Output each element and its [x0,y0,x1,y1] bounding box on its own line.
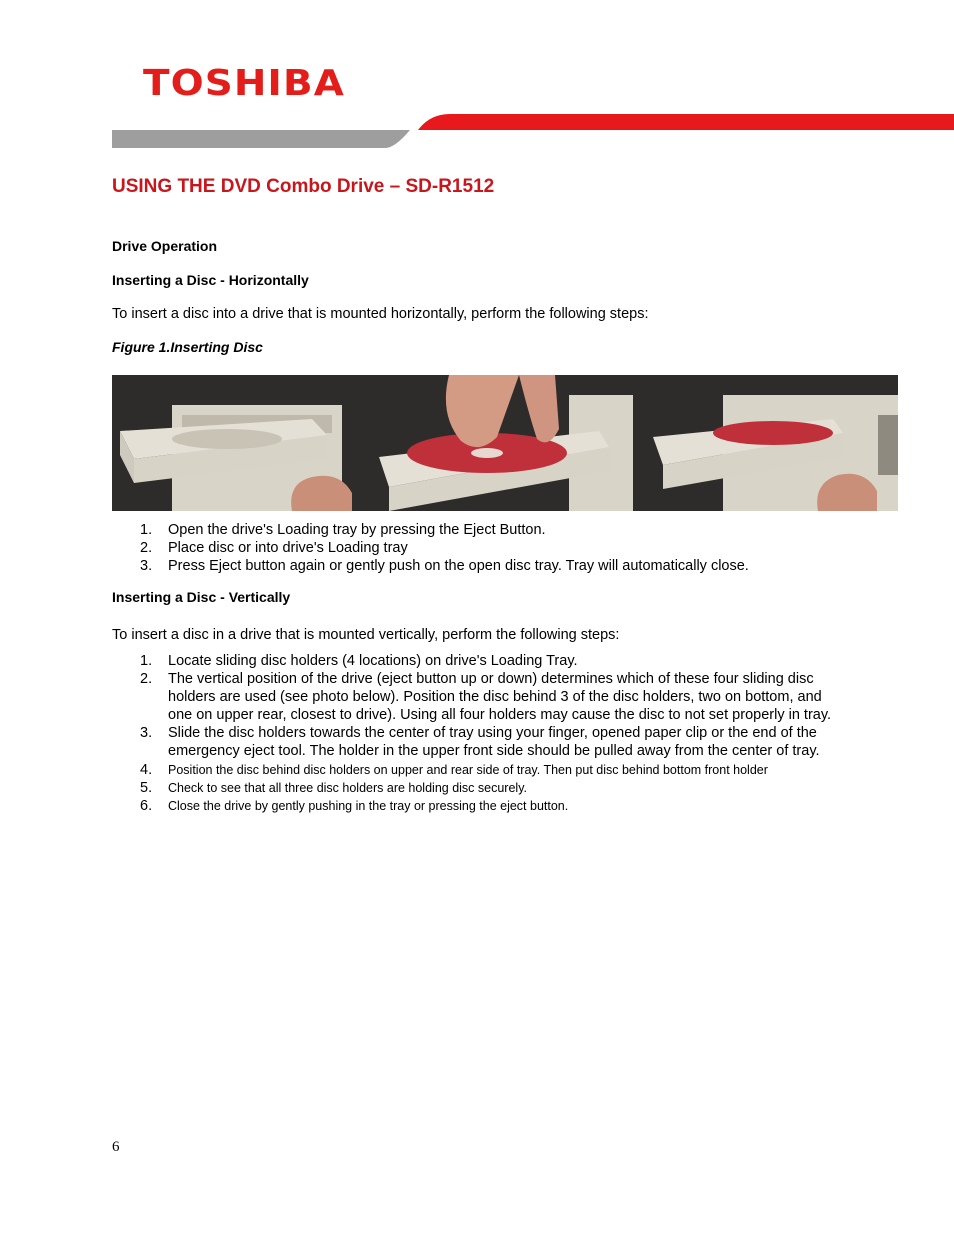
page-number: 6 [112,1139,120,1155]
list-item: 2. Place disc or into drive's Loading tray [140,540,408,556]
list-item: 5. Check to see that all three disc holders are holding disc securely. [140,780,527,796]
figure-caption: Figure 1.Inserting Disc [112,339,263,355]
figure-panel-open-tray [112,375,369,511]
toshiba-logo: TOSHIBA [143,63,345,104]
inserting-disc-figure [112,375,898,511]
list-item: 3. Slide the disc holders towards the center of tray using your finger, opened paper clip or the end of the emergency eject tool. The holder in the upper front side should be pulled away from the center of tray. [140,725,820,759]
page-title: USING THE DVD Combo Drive – SD-R1512 [112,176,495,197]
list-item: 2. The vertical position of the drive (eject button up or down) determines which of these four sliding disc holders are used (see photo below). Position the disc behind 3 of the disc holders, two on bottom, and one on upper rear, closest to drive). Using all four holders may cause the disc to not set properly in tray. [140,671,832,723]
vertical-steps [112,652,842,814]
list-item: 3. Press Eject button again or gently push on the open disc tray. Tray will automatically close. [140,558,749,574]
horizontal-heading: Inserting a Disc - Horizontally [112,272,309,288]
vertical-heading: Inserting a Disc - Vertically [112,589,291,605]
vertical-intro: To insert a disc in a drive that is mounted vertically, perform the following steps: [112,627,620,643]
figure-panel-place-disc [369,375,633,511]
header-banner [0,110,954,152]
list-item: 4. Position the disc behind disc holders on upper and rear side of tray. Then put disc behind bottom front holder [140,762,768,778]
list-item: 1. Locate sliding disc holders (4 locations) on drive's Loading Tray. [140,653,578,669]
section-heading: Drive Operation [112,238,218,254]
horizontal-steps [112,521,749,575]
figure-panel-close-tray [633,375,898,511]
list-item: 1. Open the drive's Loading tray by pressing the Eject Button. [140,522,546,538]
list-item: 6. Close the drive by gently pushing in the tray or pressing the eject button. [140,798,569,814]
horizontal-intro: To insert a disc into a drive that is mounted horizontally, perform the following steps: [112,306,649,322]
